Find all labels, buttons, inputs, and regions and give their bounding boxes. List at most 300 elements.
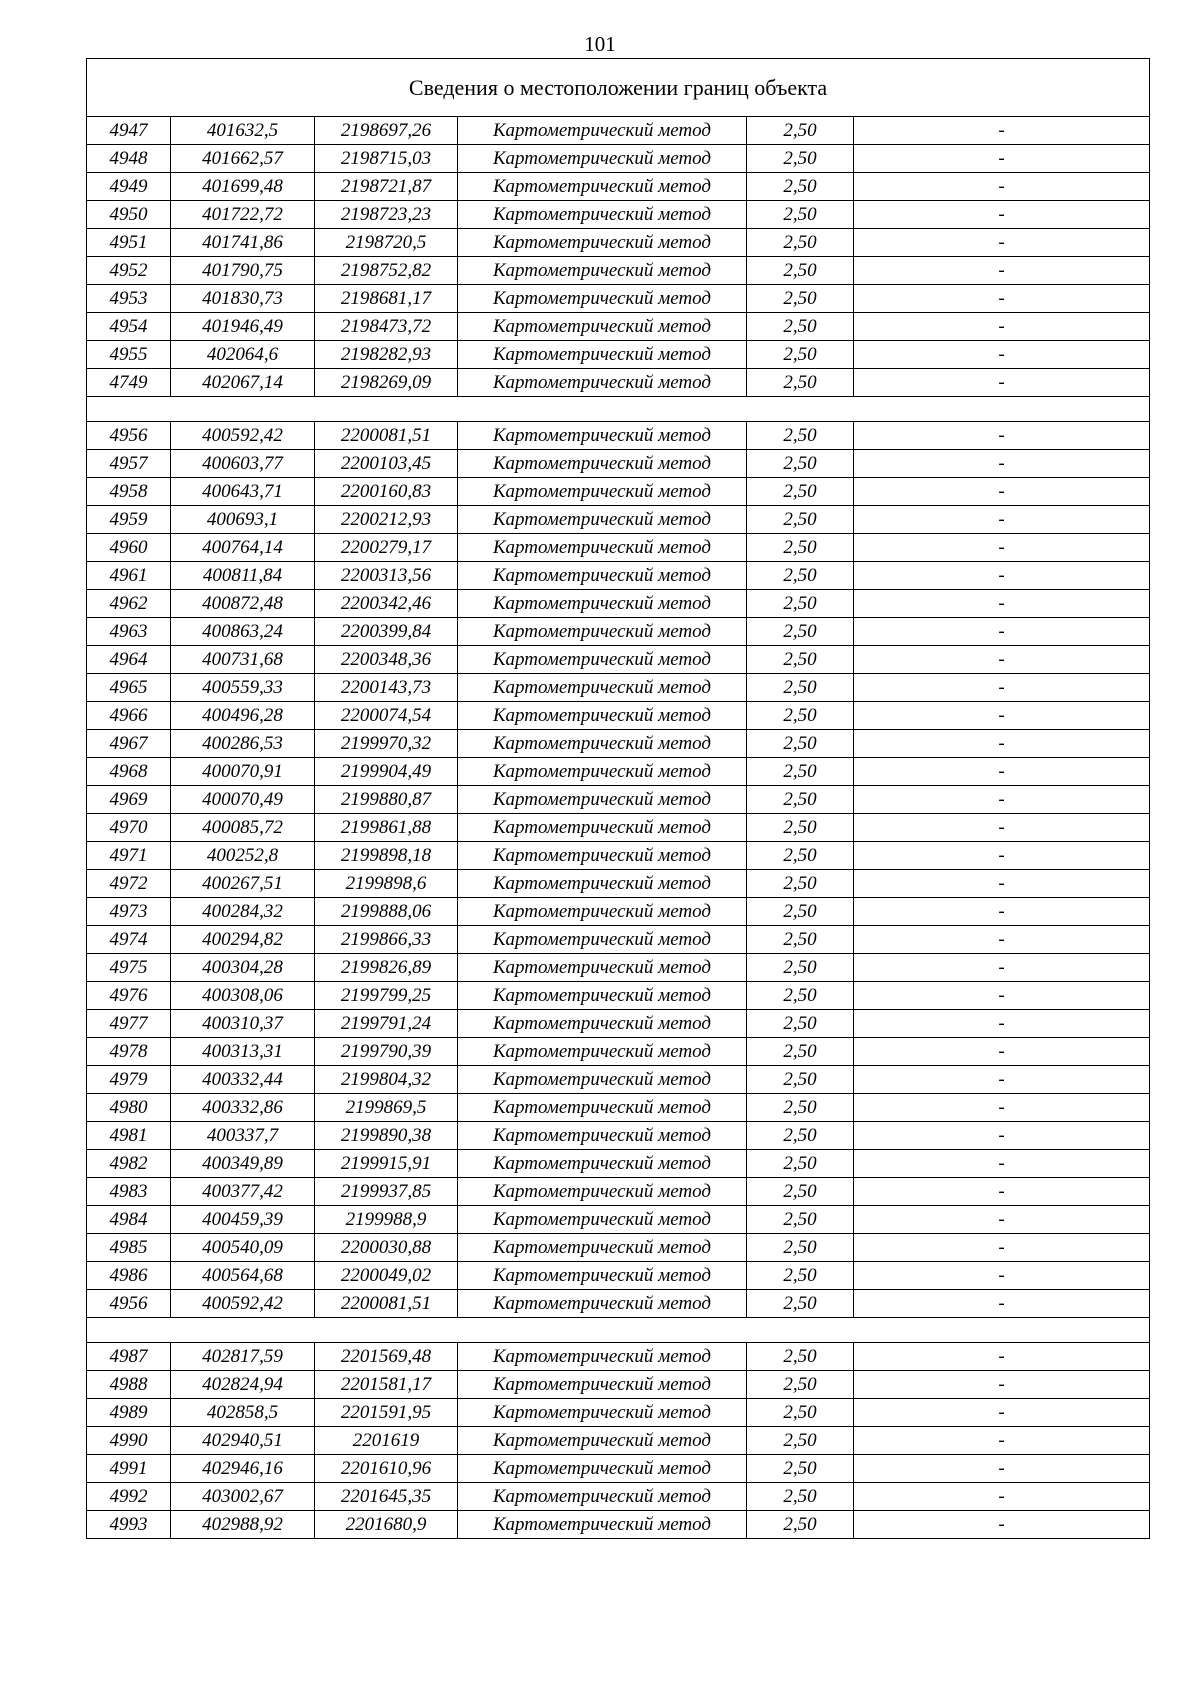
method-cell: Картометрический метод: [458, 702, 747, 730]
y-coordinate-cell: 2199869,5: [315, 1094, 458, 1122]
point-number-cell: 4986: [87, 1262, 171, 1290]
description-cell: -: [854, 117, 1150, 145]
point-number-cell: 4962: [87, 590, 171, 618]
method-cell: Картометрический метод: [458, 758, 747, 786]
accuracy-cell: 2,50: [747, 842, 854, 870]
table-row: [87, 646, 1150, 674]
x-coordinate-cell: 400332,44: [171, 1066, 315, 1094]
table-row: [87, 1010, 1150, 1038]
method-cell: Картометрический метод: [458, 450, 747, 478]
point-number-cell: 4958: [87, 478, 171, 506]
method-cell: Картометрический метод: [458, 1010, 747, 1038]
table-row: [87, 422, 1150, 450]
y-coordinate-cell: 2199880,87: [315, 786, 458, 814]
table-row: [87, 758, 1150, 786]
method-cell: Картометрический метод: [458, 173, 747, 201]
point-number-cell: 4960: [87, 534, 171, 562]
x-coordinate-cell: 402824,94: [171, 1371, 315, 1399]
method-cell: Картометрический метод: [458, 201, 747, 229]
description-cell: -: [854, 926, 1150, 954]
y-coordinate-cell: 2200030,88: [315, 1234, 458, 1262]
accuracy-cell: 2,50: [747, 117, 854, 145]
y-coordinate-cell: 2200143,73: [315, 674, 458, 702]
description-cell: -: [854, 842, 1150, 870]
table-row: [87, 1206, 1150, 1234]
description-cell: -: [854, 1262, 1150, 1290]
point-number-cell: 4975: [87, 954, 171, 982]
description-cell: -: [854, 618, 1150, 646]
y-coordinate-cell: 2198721,87: [315, 173, 458, 201]
point-number-cell: 4968: [87, 758, 171, 786]
point-number-cell: 4978: [87, 1038, 171, 1066]
description-cell: -: [854, 173, 1150, 201]
method-cell: Картометрический метод: [458, 1455, 747, 1483]
y-coordinate-cell: 2199804,32: [315, 1066, 458, 1094]
description-cell: -: [854, 313, 1150, 341]
table-row: [87, 1483, 1150, 1511]
method-cell: Картометрический метод: [458, 590, 747, 618]
description-cell: -: [854, 450, 1150, 478]
y-coordinate-cell: 2200399,84: [315, 618, 458, 646]
x-coordinate-cell: 403002,67: [171, 1483, 315, 1511]
accuracy-cell: 2,50: [747, 1290, 854, 1318]
accuracy-cell: 2,50: [747, 590, 854, 618]
accuracy-cell: 2,50: [747, 229, 854, 257]
method-cell: Картометрический метод: [458, 1343, 747, 1371]
description-cell: -: [854, 422, 1150, 450]
table-row: [87, 982, 1150, 1010]
point-number-cell: 4977: [87, 1010, 171, 1038]
point-number-cell: 4952: [87, 257, 171, 285]
y-coordinate-cell: 2200049,02: [315, 1262, 458, 1290]
y-coordinate-cell: 2200212,93: [315, 506, 458, 534]
x-coordinate-cell: 400070,49: [171, 786, 315, 814]
method-cell: Картометрический метод: [458, 313, 747, 341]
x-coordinate-cell: 400872,48: [171, 590, 315, 618]
x-coordinate-cell: 400085,72: [171, 814, 315, 842]
description-cell: -: [854, 1206, 1150, 1234]
accuracy-cell: 2,50: [747, 1010, 854, 1038]
point-number-cell: 4954: [87, 313, 171, 341]
y-coordinate-cell: 2198720,5: [315, 229, 458, 257]
page-number: 101: [584, 32, 616, 56]
accuracy-cell: 2,50: [747, 1178, 854, 1206]
x-coordinate-cell: 400603,77: [171, 450, 315, 478]
point-number-cell: 4969: [87, 786, 171, 814]
accuracy-cell: 2,50: [747, 1066, 854, 1094]
x-coordinate-cell: 400304,28: [171, 954, 315, 982]
point-number-cell: 4967: [87, 730, 171, 758]
table-row: [87, 145, 1150, 173]
x-coordinate-cell: 401790,75: [171, 257, 315, 285]
table-row: [87, 1150, 1150, 1178]
method-cell: Картометрический метод: [458, 646, 747, 674]
accuracy-cell: 2,50: [747, 814, 854, 842]
description-cell: -: [854, 341, 1150, 369]
point-number-cell: 4966: [87, 702, 171, 730]
y-coordinate-cell: 2200074,54: [315, 702, 458, 730]
table-row: [87, 313, 1150, 341]
table-row: [87, 618, 1150, 646]
separator-row: [87, 1318, 1150, 1343]
point-number-cell: 4749: [87, 369, 171, 397]
x-coordinate-cell: 402988,92: [171, 1511, 315, 1539]
description-cell: -: [854, 870, 1150, 898]
method-cell: Картометрический метод: [458, 1371, 747, 1399]
description-cell: -: [854, 1427, 1150, 1455]
y-coordinate-cell: 2198752,82: [315, 257, 458, 285]
table-row: [87, 1427, 1150, 1455]
description-cell: -: [854, 257, 1150, 285]
accuracy-cell: 2,50: [747, 898, 854, 926]
point-number-cell: 4964: [87, 646, 171, 674]
method-cell: Картометрический метод: [458, 926, 747, 954]
description-cell: -: [854, 1455, 1150, 1483]
x-coordinate-cell: 400592,42: [171, 422, 315, 450]
accuracy-cell: 2,50: [747, 369, 854, 397]
table-row: [87, 117, 1150, 145]
accuracy-cell: 2,50: [747, 422, 854, 450]
description-cell: -: [854, 1150, 1150, 1178]
method-cell: Картометрический метод: [458, 1399, 747, 1427]
point-number-cell: 4971: [87, 842, 171, 870]
description-cell: -: [854, 506, 1150, 534]
description-cell: -: [854, 646, 1150, 674]
point-number-cell: 4972: [87, 870, 171, 898]
method-cell: Картометрический метод: [458, 229, 747, 257]
accuracy-cell: 2,50: [747, 201, 854, 229]
point-number-cell: 4993: [87, 1511, 171, 1539]
table-row: [87, 1234, 1150, 1262]
point-number-cell: 4992: [87, 1483, 171, 1511]
y-coordinate-cell: 2199915,91: [315, 1150, 458, 1178]
description-cell: -: [854, 1094, 1150, 1122]
point-number-cell: 4981: [87, 1122, 171, 1150]
y-coordinate-cell: 2198473,72: [315, 313, 458, 341]
x-coordinate-cell: 402940,51: [171, 1427, 315, 1455]
table-row: [87, 1511, 1150, 1539]
accuracy-cell: 2,50: [747, 1206, 854, 1234]
accuracy-cell: 2,50: [747, 1483, 854, 1511]
x-coordinate-cell: 400267,51: [171, 870, 315, 898]
y-coordinate-cell: 2199861,88: [315, 814, 458, 842]
table-row: [87, 1038, 1150, 1066]
description-cell: -: [854, 369, 1150, 397]
y-coordinate-cell: 2199890,38: [315, 1122, 458, 1150]
table-caption-row: [87, 59, 1150, 117]
description-cell: -: [854, 814, 1150, 842]
x-coordinate-cell: 400284,32: [171, 898, 315, 926]
x-coordinate-cell: 400496,28: [171, 702, 315, 730]
x-coordinate-cell: 400863,24: [171, 618, 315, 646]
x-coordinate-cell: 400564,68: [171, 1262, 315, 1290]
table-row: [87, 478, 1150, 506]
point-number-cell: 4951: [87, 229, 171, 257]
accuracy-cell: 2,50: [747, 1150, 854, 1178]
table-row: [87, 1066, 1150, 1094]
x-coordinate-cell: 400349,89: [171, 1150, 315, 1178]
table-row: [87, 1122, 1150, 1150]
table-row: [87, 285, 1150, 313]
accuracy-cell: 2,50: [747, 646, 854, 674]
y-coordinate-cell: 2199988,9: [315, 1206, 458, 1234]
table-row: [87, 1399, 1150, 1427]
x-coordinate-cell: 400286,53: [171, 730, 315, 758]
accuracy-cell: 2,50: [747, 1262, 854, 1290]
x-coordinate-cell: 401830,73: [171, 285, 315, 313]
point-number-cell: 4984: [87, 1206, 171, 1234]
x-coordinate-cell: 401722,72: [171, 201, 315, 229]
method-cell: Картометрический метод: [458, 478, 747, 506]
point-number-cell: 4980: [87, 1094, 171, 1122]
method-cell: Картометрический метод: [458, 1511, 747, 1539]
point-number-cell: 4983: [87, 1178, 171, 1206]
accuracy-cell: 2,50: [747, 145, 854, 173]
x-coordinate-cell: 401699,48: [171, 173, 315, 201]
method-cell: Картометрический метод: [458, 1206, 747, 1234]
table-row: [87, 1455, 1150, 1483]
x-coordinate-cell: 400559,33: [171, 674, 315, 702]
x-coordinate-cell: 401946,49: [171, 313, 315, 341]
point-number-cell: 4982: [87, 1150, 171, 1178]
y-coordinate-cell: 2201680,9: [315, 1511, 458, 1539]
y-coordinate-cell: 2200313,56: [315, 562, 458, 590]
y-coordinate-cell: 2201619: [315, 1427, 458, 1455]
y-coordinate-cell: 2200081,51: [315, 422, 458, 450]
accuracy-cell: 2,50: [747, 1234, 854, 1262]
x-coordinate-cell: 400252,8: [171, 842, 315, 870]
y-coordinate-cell: 2201610,96: [315, 1455, 458, 1483]
method-cell: Картометрический метод: [458, 534, 747, 562]
y-coordinate-cell: 2200081,51: [315, 1290, 458, 1318]
point-number-cell: 4974: [87, 926, 171, 954]
point-number-cell: 4963: [87, 618, 171, 646]
method-cell: Картометрический метод: [458, 730, 747, 758]
table-row: [87, 1094, 1150, 1122]
table-row: [87, 450, 1150, 478]
method-cell: Картометрический метод: [458, 1038, 747, 1066]
accuracy-cell: 2,50: [747, 341, 854, 369]
accuracy-cell: 2,50: [747, 954, 854, 982]
accuracy-cell: 2,50: [747, 730, 854, 758]
x-coordinate-cell: 402064,6: [171, 341, 315, 369]
table-row: [87, 1178, 1150, 1206]
accuracy-cell: 2,50: [747, 1511, 854, 1539]
point-number-cell: 4959: [87, 506, 171, 534]
description-cell: -: [854, 1371, 1150, 1399]
method-cell: Картометрический метод: [458, 1290, 747, 1318]
method-cell: Картометрический метод: [458, 117, 747, 145]
table-row: [87, 1290, 1150, 1318]
method-cell: Картометрический метод: [458, 1234, 747, 1262]
y-coordinate-cell: 2198697,26: [315, 117, 458, 145]
table-row: [87, 173, 1150, 201]
table-row: [87, 898, 1150, 926]
method-cell: Картометрический метод: [458, 954, 747, 982]
accuracy-cell: 2,50: [747, 702, 854, 730]
method-cell: Картометрический метод: [458, 1094, 747, 1122]
x-coordinate-cell: 402858,5: [171, 1399, 315, 1427]
method-cell: Картометрический метод: [458, 562, 747, 590]
accuracy-cell: 2,50: [747, 870, 854, 898]
point-number-cell: 4991: [87, 1455, 171, 1483]
table-row: [87, 1343, 1150, 1371]
y-coordinate-cell: 2199799,25: [315, 982, 458, 1010]
method-cell: Картометрический метод: [458, 257, 747, 285]
accuracy-cell: 2,50: [747, 1122, 854, 1150]
description-cell: -: [854, 590, 1150, 618]
description-cell: -: [854, 702, 1150, 730]
method-cell: Картометрический метод: [458, 814, 747, 842]
table-row: [87, 1371, 1150, 1399]
description-cell: -: [854, 145, 1150, 173]
description-cell: -: [854, 1483, 1150, 1511]
point-number-cell: 4950: [87, 201, 171, 229]
description-cell: -: [854, 786, 1150, 814]
table-row: [87, 534, 1150, 562]
table-row: [87, 674, 1150, 702]
y-coordinate-cell: 2199898,18: [315, 842, 458, 870]
point-number-cell: 4973: [87, 898, 171, 926]
x-coordinate-cell: 401741,86: [171, 229, 315, 257]
table-row: [87, 926, 1150, 954]
point-number-cell: 4949: [87, 173, 171, 201]
point-number-cell: 4953: [87, 285, 171, 313]
accuracy-cell: 2,50: [747, 1371, 854, 1399]
method-cell: Картометрический метод: [458, 1427, 747, 1455]
method-cell: Картометрический метод: [458, 1483, 747, 1511]
separator-row: [87, 397, 1150, 422]
point-number-cell: 4956: [87, 1290, 171, 1318]
point-number-cell: 4957: [87, 450, 171, 478]
accuracy-cell: 2,50: [747, 173, 854, 201]
accuracy-cell: 2,50: [747, 1094, 854, 1122]
table-row: [87, 702, 1150, 730]
description-cell: -: [854, 1066, 1150, 1094]
table-row: [87, 369, 1150, 397]
accuracy-cell: 2,50: [747, 618, 854, 646]
accuracy-cell: 2,50: [747, 1343, 854, 1371]
accuracy-cell: 2,50: [747, 478, 854, 506]
method-cell: Картометрический метод: [458, 1122, 747, 1150]
point-number-cell: 4988: [87, 1371, 171, 1399]
table-caption: Сведения о местоположении границ объекта: [87, 59, 1150, 117]
x-coordinate-cell: 400811,84: [171, 562, 315, 590]
point-number-cell: 4987: [87, 1343, 171, 1371]
y-coordinate-cell: 2198269,09: [315, 369, 458, 397]
x-coordinate-cell: 402817,59: [171, 1343, 315, 1371]
method-cell: Картометрический метод: [458, 870, 747, 898]
point-number-cell: 4955: [87, 341, 171, 369]
description-cell: -: [854, 562, 1150, 590]
y-coordinate-cell: 2199790,39: [315, 1038, 458, 1066]
table-row: [87, 590, 1150, 618]
x-coordinate-cell: 402946,16: [171, 1455, 315, 1483]
y-coordinate-cell: 2199791,24: [315, 1010, 458, 1038]
x-coordinate-cell: 400332,86: [171, 1094, 315, 1122]
description-cell: -: [854, 229, 1150, 257]
table-row: [87, 341, 1150, 369]
separator-cell: [87, 397, 1150, 422]
description-cell: -: [854, 898, 1150, 926]
x-coordinate-cell: 402067,14: [171, 369, 315, 397]
description-cell: -: [854, 1038, 1150, 1066]
description-cell: -: [854, 1399, 1150, 1427]
accuracy-cell: 2,50: [747, 562, 854, 590]
y-coordinate-cell: 2199970,32: [315, 730, 458, 758]
accuracy-cell: 2,50: [747, 1399, 854, 1427]
accuracy-cell: 2,50: [747, 1427, 854, 1455]
accuracy-cell: 2,50: [747, 285, 854, 313]
boundary-coordinates-table: [86, 58, 1150, 1539]
table-row: [87, 842, 1150, 870]
table-row: [87, 506, 1150, 534]
accuracy-cell: 2,50: [747, 506, 854, 534]
method-cell: Картометрический метод: [458, 1066, 747, 1094]
method-cell: Картометрический метод: [458, 145, 747, 173]
accuracy-cell: 2,50: [747, 450, 854, 478]
table-row: [87, 257, 1150, 285]
y-coordinate-cell: 2198681,17: [315, 285, 458, 313]
accuracy-cell: 2,50: [747, 534, 854, 562]
accuracy-cell: 2,50: [747, 313, 854, 341]
x-coordinate-cell: 400337,7: [171, 1122, 315, 1150]
accuracy-cell: 2,50: [747, 674, 854, 702]
y-coordinate-cell: 2201569,48: [315, 1343, 458, 1371]
description-cell: -: [854, 1343, 1150, 1371]
point-number-cell: 4965: [87, 674, 171, 702]
method-cell: Картометрический метод: [458, 369, 747, 397]
point-number-cell: 4976: [87, 982, 171, 1010]
point-number-cell: 4985: [87, 1234, 171, 1262]
accuracy-cell: 2,50: [747, 1455, 854, 1483]
description-cell: -: [854, 1234, 1150, 1262]
accuracy-cell: 2,50: [747, 786, 854, 814]
table-row: [87, 954, 1150, 982]
description-cell: -: [854, 1010, 1150, 1038]
y-coordinate-cell: 2201591,95: [315, 1399, 458, 1427]
method-cell: Картометрический метод: [458, 674, 747, 702]
description-cell: -: [854, 1511, 1150, 1539]
y-coordinate-cell: 2200160,83: [315, 478, 458, 506]
method-cell: Картометрический метод: [458, 1178, 747, 1206]
x-coordinate-cell: 400592,42: [171, 1290, 315, 1318]
y-coordinate-cell: 2199866,33: [315, 926, 458, 954]
description-cell: -: [854, 730, 1150, 758]
y-coordinate-cell: 2199826,89: [315, 954, 458, 982]
description-cell: -: [854, 534, 1150, 562]
accuracy-cell: 2,50: [747, 1038, 854, 1066]
description-cell: -: [854, 201, 1150, 229]
accuracy-cell: 2,50: [747, 257, 854, 285]
table-row: [87, 1262, 1150, 1290]
method-cell: Картометрический метод: [458, 982, 747, 1010]
point-number-cell: 4989: [87, 1399, 171, 1427]
y-coordinate-cell: 2201645,35: [315, 1483, 458, 1511]
y-coordinate-cell: 2198282,93: [315, 341, 458, 369]
y-coordinate-cell: 2198723,23: [315, 201, 458, 229]
description-cell: -: [854, 478, 1150, 506]
y-coordinate-cell: 2200342,46: [315, 590, 458, 618]
description-cell: -: [854, 758, 1150, 786]
point-number-cell: 4970: [87, 814, 171, 842]
method-cell: Картометрический метод: [458, 1150, 747, 1178]
y-coordinate-cell: 2200348,36: [315, 646, 458, 674]
table-row: [87, 870, 1150, 898]
method-cell: Картометрический метод: [458, 842, 747, 870]
method-cell: Картометрический метод: [458, 786, 747, 814]
x-coordinate-cell: 401632,5: [171, 117, 315, 145]
